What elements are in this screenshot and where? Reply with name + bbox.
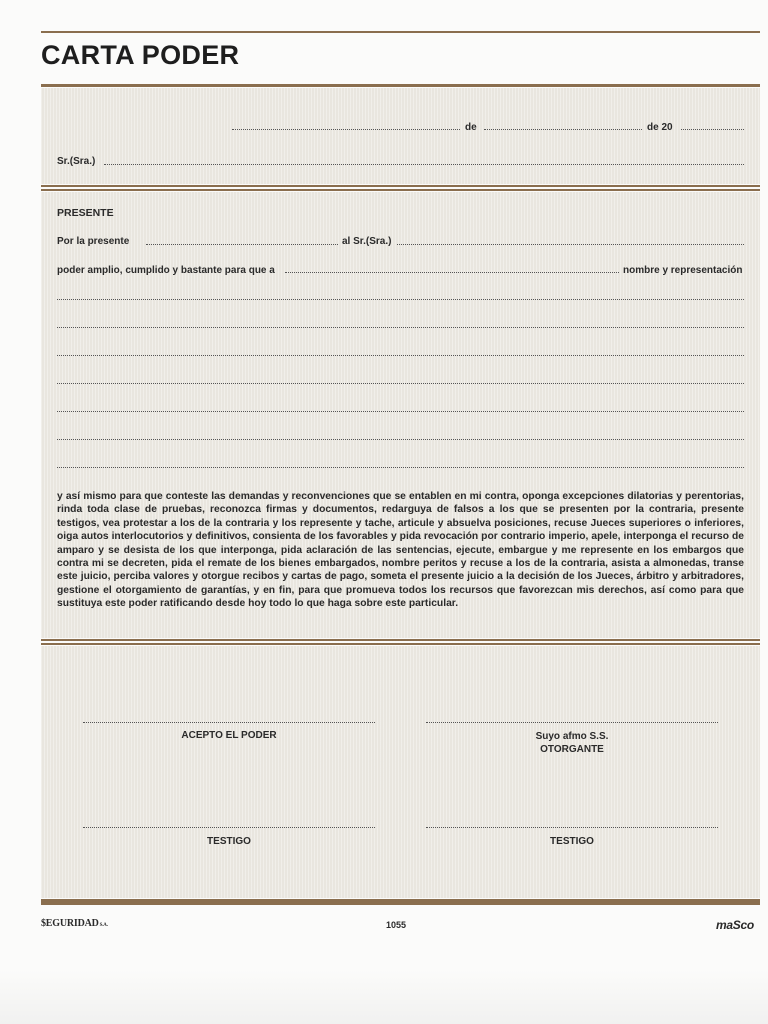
acepto-label: ACEPTO EL PODER (181, 730, 277, 741)
blank-line-6[interactable] (57, 439, 744, 440)
presente-label: PRESENTE (57, 207, 114, 219)
seguridad-logo (41, 918, 108, 929)
por-la-presente-label: Por la presente (57, 236, 130, 247)
attorney-field[interactable] (397, 244, 744, 245)
blank-line-3[interactable] (57, 355, 744, 356)
sr-sra-label: Sr.(Sra.) (57, 156, 96, 167)
city-field[interactable] (232, 129, 460, 130)
nombre-representacion-label: nombre y representación (623, 265, 743, 276)
recipient-field[interactable] (104, 164, 744, 165)
poder-amplio-label: poder amplio, cumplido y bastante para que a (57, 265, 275, 276)
testigo-right-signature-line[interactable] (426, 827, 718, 828)
signature-panel (41, 646, 760, 898)
blank-line-2[interactable] (57, 327, 744, 328)
year-field[interactable] (681, 129, 744, 130)
page-title: CARTA PODER (41, 40, 240, 70)
testigo-right-label: TESTIGO (550, 836, 594, 847)
header-panel (41, 88, 760, 184)
masco-logo: maSco (716, 918, 754, 932)
powers-paragraph: y así mismo para que conteste las demandas y reconvenciones que se entablen en mi contra, oponga excepciones dilatorias y perentorias, rinda toda clase de pruebas, reconozca firmas y documentos, redarguya de falsos a los que se presenten por la contraria, presente testigos, vea protestar a los de la contraria y los represente y tache, articule y absuelva posiciones, recuse Jueces superiores o inferiores, oiga autos interlocutorios y definitivos, consienta de los favorables y pida revocación por contrario imperio, apele, interponga el recurso de amparo y se desista de los que interponga, pida aclaración de las sentencias, ejecute, embargue y me represente en los embargos que contra mi se decreten, pida el remate de los bienes embargados, nombre peritos y recuse a los de la contraria, asista a almonedas, transe este juicio, perciba valores y otorgue recibos y cartas de pago, someta el presente juicio a la decisión de los Jueces, árbitro y arbitradores, gestione el otorgamiento de garantías, y en fin, para que promueva todos los recursos que favorezcan mis derechos, así como para que sustituya este poder ratificando desde hoy todo lo que haga sobre este particular. (57, 491, 744, 610)
otorgante-signature-line[interactable] (426, 722, 718, 723)
otorgante-label: OTORGANTE (540, 744, 604, 755)
body-rule-1 (41, 639, 760, 641)
grantor-field[interactable] (146, 244, 338, 245)
form-number: 1055 (386, 920, 407, 930)
suyo-label: Suyo afmo S.S. (535, 731, 609, 742)
top-rule (41, 31, 760, 33)
blank-line-1[interactable] (57, 299, 744, 300)
title-rule (41, 84, 760, 87)
on-behalf-field[interactable] (285, 272, 619, 273)
header-rule-1 (41, 185, 760, 187)
testigo-left-label: TESTIGO (207, 836, 251, 847)
seguridad-logo-suffix: S.A. (99, 923, 108, 928)
header-rule-2 (41, 189, 760, 191)
seguridad-logo-text: $EGURIDAD (41, 918, 99, 929)
page-bottom-margin (0, 970, 768, 1024)
al-sr-sra-label: al Sr.(Sra.) (342, 236, 392, 247)
blank-line-4[interactable] (57, 383, 744, 384)
blank-line-7[interactable] (57, 467, 744, 468)
testigo-left-signature-line[interactable] (83, 827, 375, 828)
month-field[interactable] (484, 129, 642, 130)
de-label: de (465, 122, 477, 133)
acepto-signature-line[interactable] (83, 722, 375, 723)
year-label: de 20 (647, 122, 673, 133)
blank-line-5[interactable] (57, 411, 744, 412)
bottom-rule (41, 899, 760, 905)
body-rule-2 (41, 643, 760, 645)
